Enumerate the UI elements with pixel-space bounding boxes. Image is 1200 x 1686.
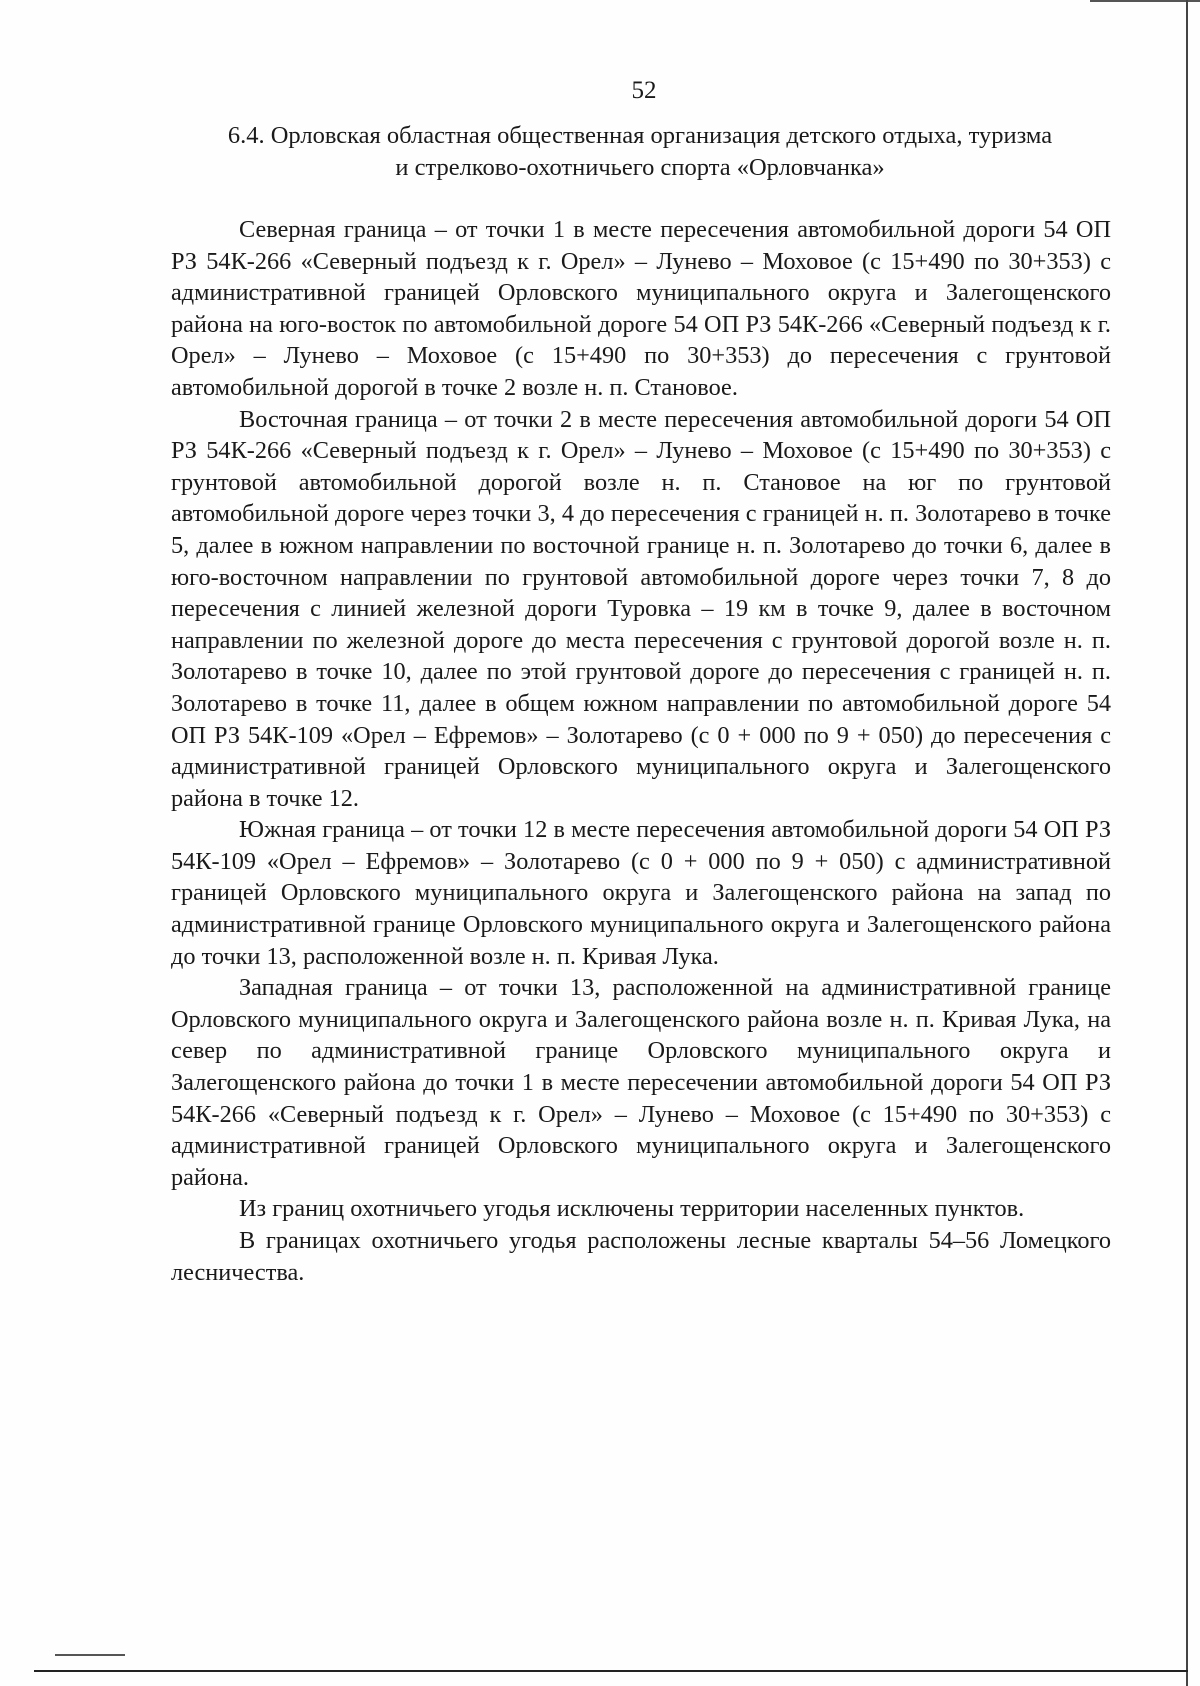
paragraph-west-boundary: Западная граница – от точки 13, расположенной на административной границе Орловского муниципального округа и Залегощенского района возле н. п. Кривая Лука, на север по административной границе Орловского муниципального округа и Залегощенского района до точки 1 в месте пересечении автомобильной дороги 54 ОП РЗ 54К-266 «Северный подъезд к г. Орел» – Лунево – Моховое (с 15+490 по 30+353) с административной границей Орловского муниципального округа и Залегощенского района.: [171, 974, 1111, 1191]
paragraph-north-boundary: Северная граница – от точки 1 в месте пересечения автомобильной дороги 54 ОП РЗ 54К-266 «Северный подъезд к г. Орел» – Лунево – Моховое (с 15+490 по 30+353) с административной границей Орловского муниципального округа и Залегощенского района на юго-восток по автомобильной дороге 54 ОП РЗ 54К-266 «Северный подъезд к г. Орел» – Лунево – Моховое (с 15+490 по 30+353) до пересечения с грунтовой автомобильной дорогой в точке 2 возле н. п. Становое.: [171, 216, 1111, 401]
paragraph-south-boundary: Южная граница – от точки 12 в месте пересечения автомобильной дороги 54 ОП РЗ 54К-109 «Орел – Ефремов» – Золотарево (с 0 + 000 по 9 + 050) с административной границей Орловского муниципального округа и Залегощенского района на запад по административной границе Орловского муниципального округа и Залегощенского района до точки 13, расположенной возле н. п. Кривая Лука.: [171, 816, 1111, 970]
paragraph-exclusions: Из границ охотничьего угодья исключены территории населенных пунктов.: [239, 1195, 1025, 1223]
scan-edge-right: [1186, 0, 1188, 1686]
scan-mark: [55, 1654, 125, 1656]
paragraph-east-boundary: Восточная граница – от точки 2 в месте пересечения автомобильной дороги 54 ОП РЗ 54К-266 «Северный подъезд к г. Орел» – Лунево – Моховое (с 15+490 по 30+353) с грунтовой автомобильной дорогой возле н. п. Становое на юг по грунтовой автомобильной дороге через точки 3, 4 до пересечения с границей н. п. Золотарево в точке 5, далее в южном направлении по восточной границе н. п. Золотарево до точки 6, далее в юго-восточном направлении по грунтовой автомобильной дороге через точки 7, 8 до пересечения с линией железной дороги Туровка – 19 км в точке 9, далее в восточном направлении по железной дороге до места пересечения с грунтовой дорогой возле н. п. Золотарево в точке 10, далее по этой грунтовой дороге до пересечения с границей н. п. Золотарево в точке 11, далее в общем южном направлении по автомобильной дороге 54 ОП РЗ 54К-109 «Орел – Ефремов» – Золотарево (с 0 + 000 по 9 + 050) до пересечения с административной границей Орловского муниципального округа и Залегощенского района в точке 12.: [171, 405, 1111, 812]
section-heading: [170, 120, 1110, 184]
scan-edge-top: [1090, 0, 1200, 2]
scan-edge-bottom: [34, 1670, 1188, 1672]
section-heading-line-1: 6.4. Орловская областная общественная организация детского отдыха, туризма: [227, 122, 1053, 149]
paragraph-forest-quarters: В границах охотничьего угодья расположены лесные кварталы 54–56 Ломецкого лесничества.: [171, 1227, 1111, 1286]
document-body: [171, 214, 1111, 1288]
section-heading-line-2: и стрелково-охотничьего спорта «Орловчанка»: [395, 154, 885, 181]
page-number: 52: [631, 77, 657, 104]
